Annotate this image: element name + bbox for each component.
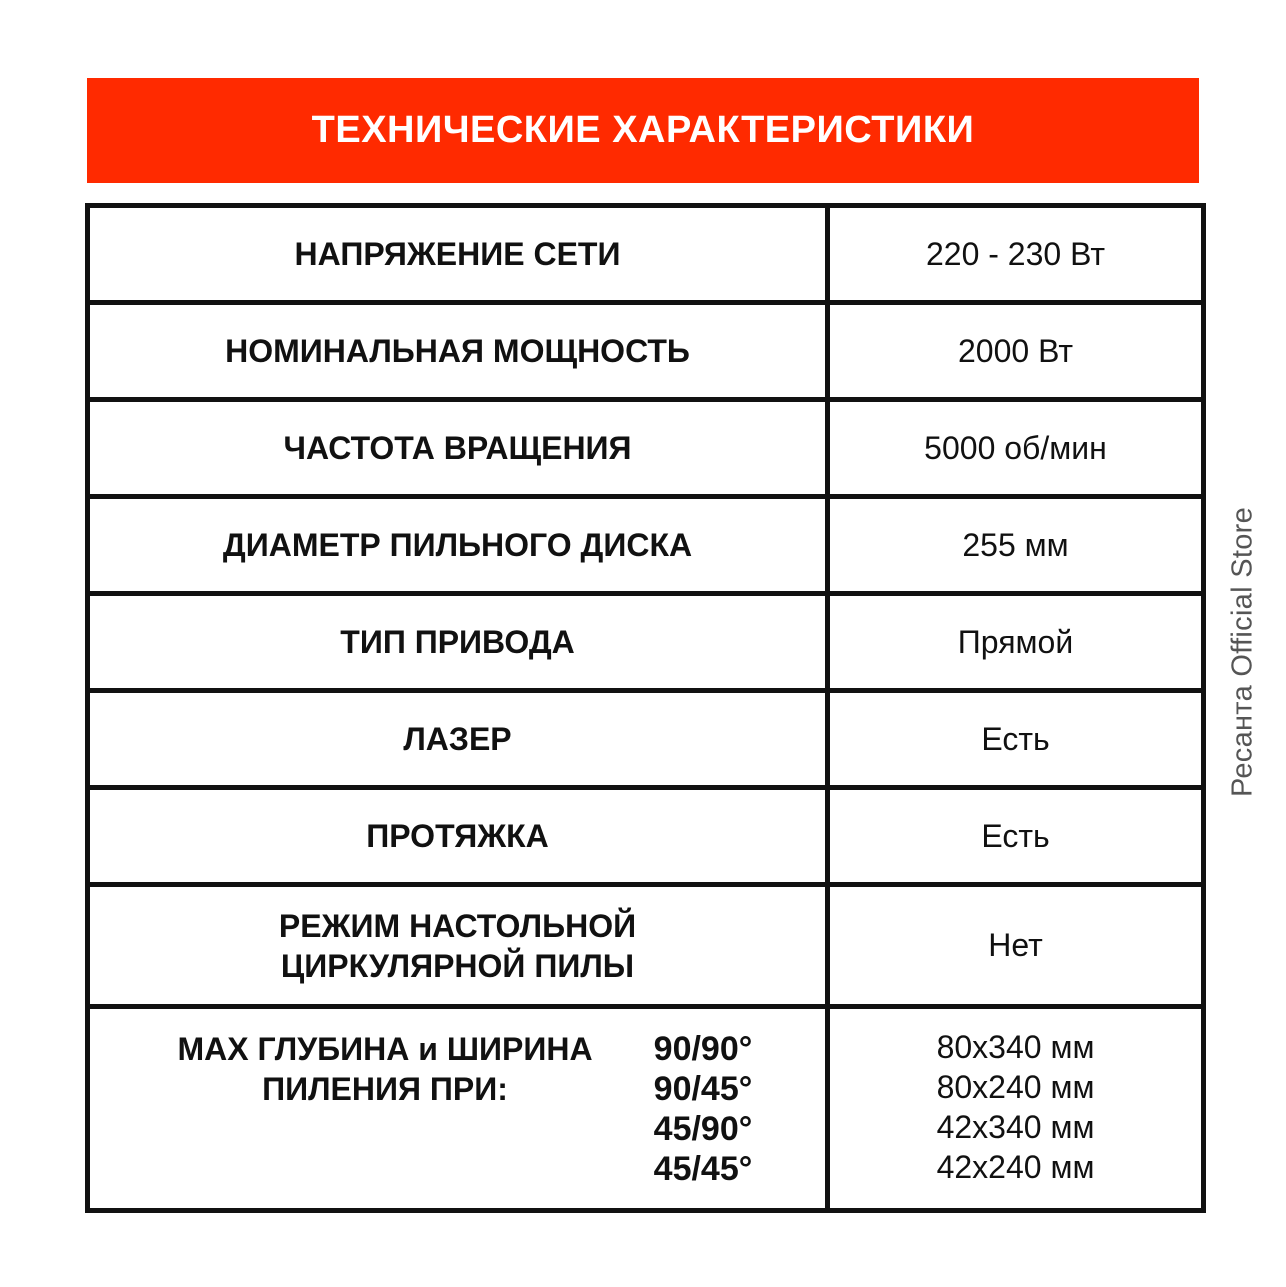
cut-depth-value-cell <box>828 1007 1204 1211</box>
spec-value-cell <box>828 206 1204 303</box>
spec-value: 2000 Вт <box>957 332 1073 369</box>
cut-angle: 90/90° <box>653 1030 753 1068</box>
table-row <box>88 303 1204 400</box>
cut-dimension: 80х240 мм <box>936 1069 1095 1105</box>
spec-label: ТИП ПРИВОДА <box>340 624 575 660</box>
spec-value: 255 мм <box>962 526 1069 563</box>
spec-value: Есть <box>981 720 1050 757</box>
spec-label: ПРОТЯЖКА <box>366 818 549 854</box>
cut-dimension: 80х340 мм <box>936 1029 1095 1065</box>
spec-label: ЧАСТОТА ВРАЩЕНИЯ <box>283 430 632 466</box>
cut-dimension: 42х240 мм <box>936 1149 1095 1185</box>
spec-value-cell <box>828 400 1204 497</box>
spec-label-cell <box>88 885 828 1007</box>
table-row <box>88 691 1204 788</box>
cut-angle: 45/90° <box>653 1110 753 1148</box>
header-banner <box>87 78 1199 183</box>
spec-value: 220 - 230 Вт <box>925 235 1106 272</box>
spec-label-cell <box>88 497 828 594</box>
table-row <box>88 400 1204 497</box>
table-row <box>88 497 1204 594</box>
spec-label-cell <box>88 303 828 400</box>
spec-value-cell <box>828 691 1204 788</box>
spec-label: НАПРЯЖЕНИЕ СЕТИ <box>294 236 621 272</box>
table-row <box>88 885 1204 1007</box>
table-row-cut-depth <box>88 1007 1204 1211</box>
spec-value: Есть <box>981 817 1050 854</box>
spec-label-cell <box>88 400 828 497</box>
cut-depth-label: МАХ ГЛУБИНА и ШИРИНА ПИЛЕНИЯ ПРИ: <box>177 1031 593 1107</box>
spec-label-cell <box>88 206 828 303</box>
spec-label-cell <box>88 594 828 691</box>
spec-table <box>85 203 1206 1213</box>
spec-value-cell <box>828 594 1204 691</box>
spec-value: Прямой <box>957 623 1074 660</box>
spec-label-cell <box>88 691 828 788</box>
table-row <box>88 594 1204 691</box>
spec-value-cell <box>828 303 1204 400</box>
spec-value: Нет <box>988 927 1043 963</box>
table-row <box>88 788 1204 885</box>
store-watermark: Ресанта Official Store <box>1226 506 1259 798</box>
cut-depth-label-cell <box>88 1007 828 1211</box>
spec-value-cell <box>828 788 1204 885</box>
cut-angle: 45/45° <box>653 1150 753 1188</box>
spec-label: ДИАМЕТР ПИЛЬНОГО ДИСКА <box>222 527 693 563</box>
spec-label: НОМИНАЛЬНАЯ МОЩНОСТЬ <box>225 333 690 369</box>
cut-angle: 90/45° <box>653 1070 753 1108</box>
table-row <box>88 206 1204 303</box>
cut-angle-list <box>638 1029 768 1189</box>
cut-dimension: 42х340 мм <box>936 1109 1095 1145</box>
spec-value-cell <box>828 497 1204 594</box>
spec-label-cell <box>88 788 828 885</box>
page-title: ТЕХНИЧЕСКИЕ ХАРАКТЕРИСТИКИ <box>311 109 975 151</box>
cut-dimension-list <box>830 1009 1201 1187</box>
spec-label: ЛАЗЕР <box>403 721 512 757</box>
spec-label: РЕЖИМ НАСТОЛЬНОЙ ЦИРКУЛЯРНОЙ ПИЛЫ <box>278 907 637 984</box>
spec-value-cell <box>828 885 1204 1007</box>
spec-value: 5000 об/мин <box>924 429 1107 466</box>
